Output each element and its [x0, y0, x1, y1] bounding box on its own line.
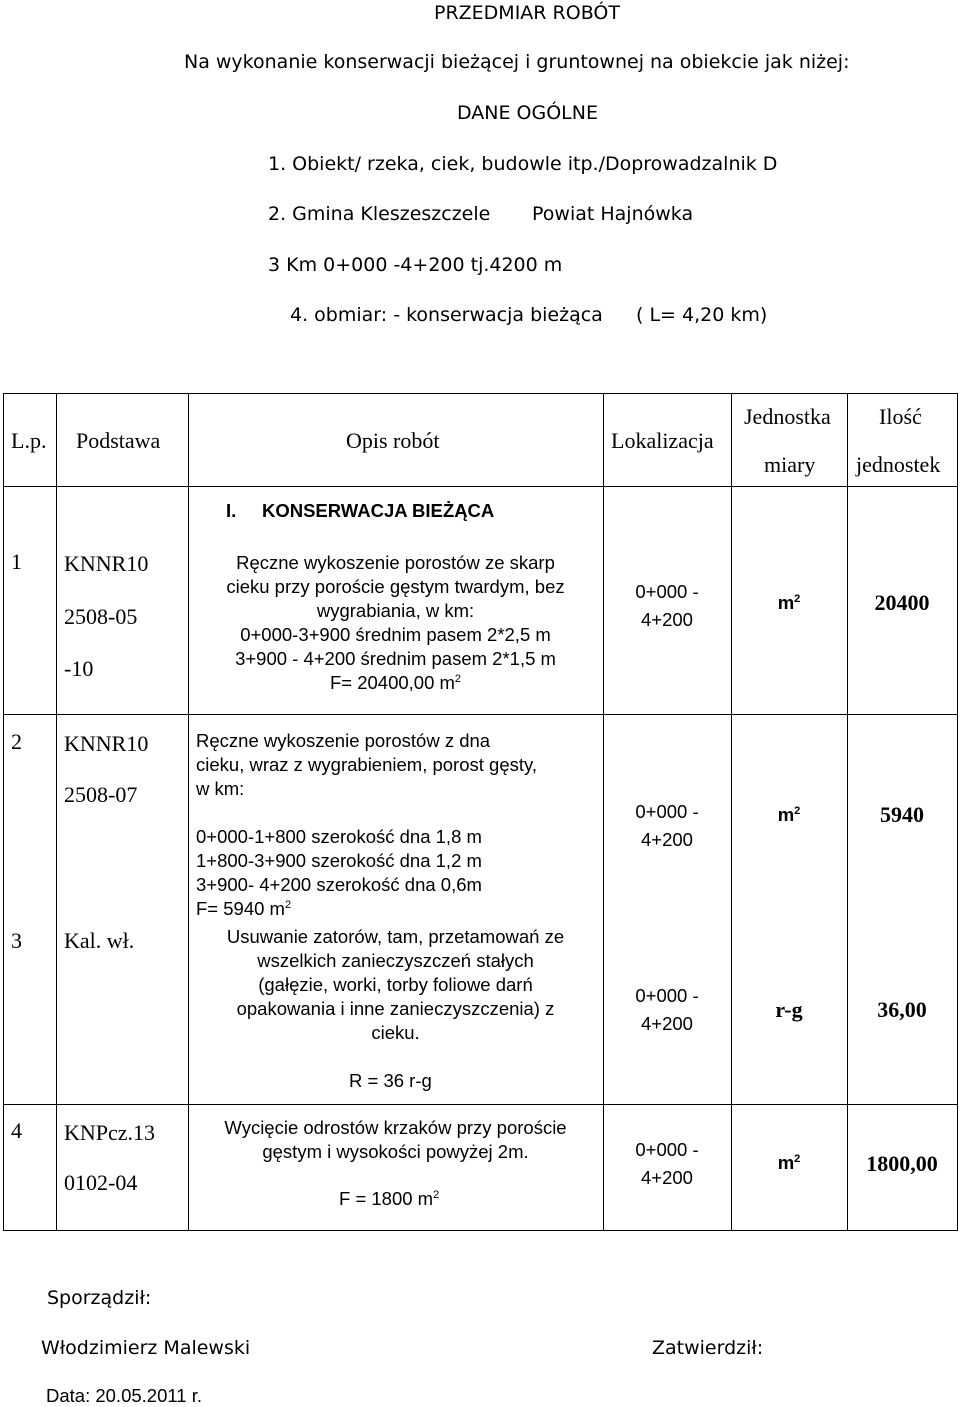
description-line: 0+000-1+800 szerokość dna 1,8 m — [196, 826, 482, 847]
description-line: F= 20400,00 $m^2$ — [329, 672, 462, 693]
header-ilosc: Ilość — [879, 404, 922, 429]
description-line: cieku, wraz z wygrabieniem, porost gęsty, — [196, 754, 538, 775]
row-unit: r-g — [775, 997, 803, 1022]
row-description — [188, 925, 603, 1045]
header-lp: L.p. — [11, 428, 47, 453]
row-lp: 1 — [11, 549, 22, 574]
document-date: Data: 20.05.2011 r. — [46, 1385, 202, 1406]
description-line: (gałęzie, worki, torby foliowe darń — [258, 974, 533, 995]
row-location: 0+000 - 4+200 — [635, 985, 699, 1034]
row-podstawa-line: -10 — [64, 656, 94, 681]
row-unit: $m^2$ — [777, 592, 801, 613]
row-podstawa-line: KNPcz.13 — [64, 1120, 156, 1145]
description-line: cieku. — [371, 1022, 420, 1043]
description-line: 1+800-3+900 szerokość dna 1,2 m — [196, 850, 482, 871]
row-description — [196, 729, 537, 921]
section-title: I. KONSERWACJA BIEŻĄCA — [226, 500, 495, 521]
description-line: 3+900 - 4+200 średnim pasem 2*1,5 m — [235, 648, 556, 669]
row-location: 0+000 - 4+200 — [635, 1139, 699, 1188]
header-jednostka-miary: miary — [764, 452, 816, 477]
row-labour-total: R = 36 r-g — [349, 1070, 432, 1091]
description-line: gęstym i wysokości powyżej 2m. — [262, 1141, 529, 1162]
row-podstawa-line: 0102-04 — [64, 1170, 138, 1195]
header-lokalizacja: Lokalizacja — [611, 428, 714, 453]
description-line: Usuwanie zatorów, tam, przetamowań ze — [226, 926, 565, 947]
general-powiat: Powiat Hajnówka — [532, 203, 694, 225]
row-podstawa-line: Kal. wł. — [64, 928, 135, 953]
row-area-total: F = 1800 $m^2$ — [339, 1188, 440, 1209]
general-gmina: 2. Gmina Kleszeszczele — [268, 203, 491, 225]
general-length: ( L= 4,20 km) — [636, 304, 768, 326]
row-quantity: 5940 — [880, 802, 924, 827]
row-unit: $m^2$ — [777, 804, 801, 825]
description-line: F= 5940 $m^2$ — [196, 898, 292, 919]
row-podstawa-line: KNNR10 — [64, 551, 149, 576]
row-podstawa-line: 2508-05 — [64, 604, 138, 629]
prepared-by-label: Sporządził: — [47, 1287, 152, 1309]
header-jednostka: Jednostka — [744, 404, 831, 429]
row-quantity: 36,00 — [877, 997, 927, 1022]
row-podstawa-line: KNNR10 — [64, 731, 149, 756]
row-podstawa-line: 2508-07 — [64, 782, 138, 807]
row-lp: 3 — [11, 928, 22, 953]
description-line: wszelkich zanieczyszczeń stałych — [257, 950, 534, 971]
general-object: 1. Obiekt/ rzeka, ciek, budowle itp./Doprowadzalnik D — [268, 153, 778, 175]
general-km: 3 Km 0+000 -4+200 tj.4200 m — [268, 254, 563, 276]
row-lp: 4 — [11, 1118, 22, 1143]
general-header: DANE OGÓLNE — [457, 102, 598, 124]
general-obmiar: 4. obmiar: - konserwacja bieżąca — [290, 304, 603, 326]
row-quantity: 20400 — [874, 590, 930, 615]
description-line: Wycięcie odrostów krzaków przy poroście — [224, 1117, 567, 1138]
description-line: 3+900- 4+200 szerokość dna 0,6m — [196, 874, 482, 895]
row-description — [188, 1116, 603, 1164]
description-line: w km: — [196, 778, 245, 799]
description-line: opakowania i inne zanieczyszczenia) z — [236, 998, 555, 1019]
row-location: 0+000 - 4+200 — [635, 801, 699, 850]
approved-by-label: Zatwierdził: — [652, 1337, 764, 1359]
row-location: 0+000 - 4+200 — [635, 581, 699, 630]
description-line: 0+000-3+900 średnim pasem 2*2,5 m — [240, 624, 551, 645]
row-description — [188, 551, 603, 695]
row-lp: 2 — [11, 729, 22, 754]
description-line: Ręczne wykoszenie porostów ze skarp — [236, 552, 555, 573]
document-title: PRZEDMIAR ROBÓT — [434, 2, 620, 24]
header-opis: Opis robót — [346, 428, 440, 453]
description-line: wygrabiania, w km: — [316, 600, 475, 621]
description-line: cieku przy poroście gęstym twardym, bez — [226, 576, 565, 597]
header-podstawa: Podstawa — [76, 428, 161, 453]
header-ilosc-jednostek: jednostek — [856, 452, 941, 477]
document-subtitle: Na wykonanie konserwacji bieżącej i gruntownej na obiekcie jak niżej: — [184, 51, 850, 73]
description-line: Ręczne wykoszenie porostów z dna — [196, 730, 491, 751]
prepared-by-name: Włodzimierz Malewski — [41, 1337, 251, 1359]
row-unit: $m^2$ — [777, 1152, 801, 1173]
row-quantity: 1800,00 — [866, 1151, 938, 1176]
